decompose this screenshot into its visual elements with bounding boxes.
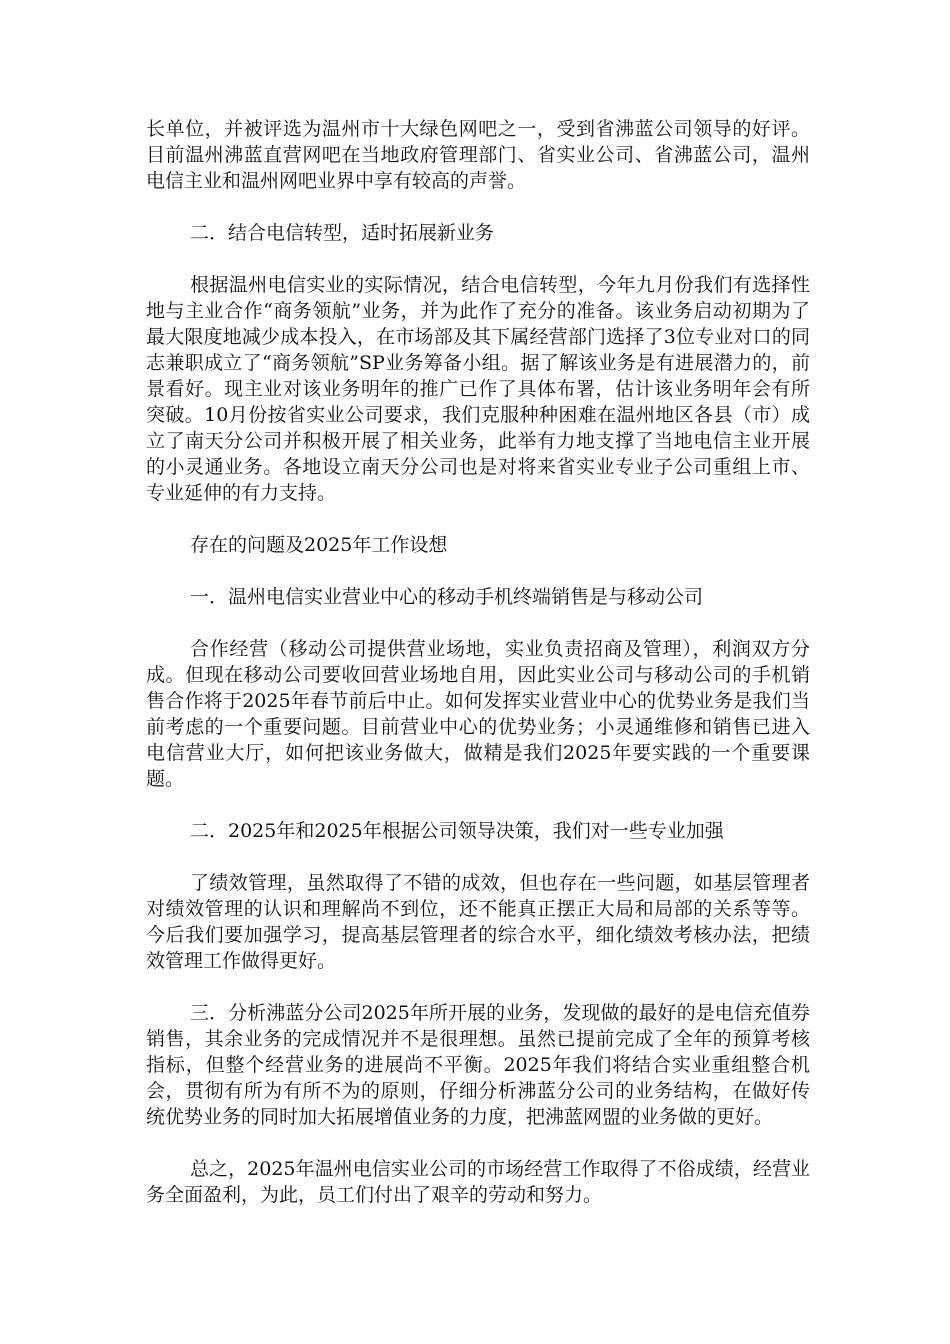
item-heading-mobile-terminal: 一．温州电信实业营业中心的移动手机终端销售是与移动公司 xyxy=(190,586,704,608)
section-heading-expand-business: 二．结合电信转型，适时拓展新业务 xyxy=(190,222,495,244)
paragraph-feilan-analysis: 三．分析沸蓝分公司2025年所开展的业务，发现做的最好的是电信充值券销售，其余业务的完成情况并不是很理想。虽然已提前完成了全年的预算考核指标，但整个经营业务的进展尚不平衡。2025年我们将结合实业重组整合机会，贯彻有所为有所不为的原则，仔细分析沸蓝分公司的业务结构，在做好传统优势业务的同时加大拓展增值业务的力度，把沸蓝网盟的业务做的更好。 xyxy=(146,1002,810,1128)
section-heading-problems-plans: 存在的问题及2025年工作设想 xyxy=(190,534,448,556)
paragraph-business-navigation: 根据温州电信实业的实际情况，结合电信转型，今年九月份我们有选择性地与主业合作“商务领航”业务，并为此作了充分的准备。该业务启动初期为了最大限度地减少成本投入，在市场部及其下属经营部门选择了3位专业对口的同志兼职成立了“商务领航”SP业务筹备小组。据了解该业务是有进展潜力的，前景看好。现主业对该业务明年的推广已作了具体布署，估计该业务明年会有所突破。10月份按省实业公司要求，我们克服种种困难在温州地区各县（市）成立了南天分公司并积极开展了相关业务，此举有力地支撑了当地电信主业开展的小灵通业务。各地设立南天分公司也是对将来省实业专业子公司重组上市、专业延伸的有力支持。 xyxy=(146,274,810,504)
document-page xyxy=(146,116,810,1234)
paragraph-continuation: 长单位，并被评选为温州市十大绿色网吧之一，受到省沸蓝公司领导的好评。目前温州沸蓝直营网吧在当地政府管理部门、省实业公司、省沸蓝公司，温州电信主业和温州网吧业界中享有较高的声誉。 xyxy=(146,118,810,192)
paragraph-summary: 总之，2025年温州电信实业公司的市场经营工作取得了不俗成绩，经营业务全面盈利，为此，员工们付出了艰辛的劳动和努力。 xyxy=(146,1158,810,1206)
paragraph-performance-management: 了绩效管理，虽然取得了不错的成效，但也存在一些问题，如基层管理者对绩效管理的认识和理解尚不到位，还不能真正摆正大局和局部的关系等等。今后我们要加强学习，提高基层管理者的综合水平，细化绩效考核办法，把绩效管理工作做得更好。 xyxy=(146,872,810,972)
paragraph-mobile-cooperation: 合作经营（移动公司提供营业场地，实业负责招商及管理），利润双方分成。但现在移动公司要收回营业场地自用，因此实业公司与移动公司的手机销售合作将于2025年春节前后中止。如何发挥实业营业中心的优势业务是我们当前考虑的一个重要问题。目前营业中心的优势业务；小灵通维修和销售已进入电信营业大厅，如何把该业务做大，做精是我们2025年要实践的一个重要课题。 xyxy=(146,638,810,790)
item-heading-performance: 二．2025年和2025年根据公司领导决策，我们对一些专业加强 xyxy=(190,820,724,842)
